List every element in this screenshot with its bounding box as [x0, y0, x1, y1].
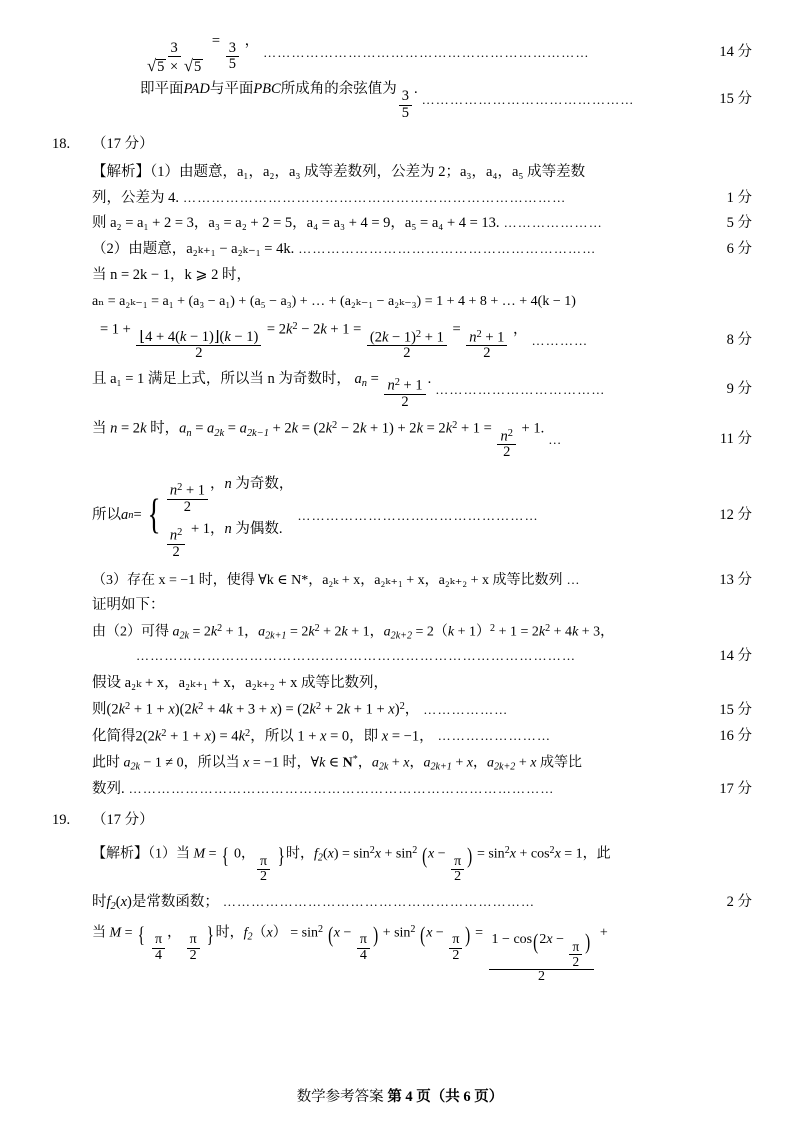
q18-solution-line-15 — [52, 726, 752, 748]
leader-dots-2: ……………………………………… — [421, 92, 635, 108]
leader-dots-9: …………………………………………… — [297, 507, 539, 523]
q18-5-text: aₙ = a₂ₖ₋₁ = a₁ + (a₃ − a₁) + (a₅ − a₃) + … + (a₂ₖ₋₁ − a₂ₖ₋₃) = 1 + 4 + 8 + … + 4(k − 1) — [92, 293, 576, 309]
q18-solution-line-1 — [52, 162, 752, 184]
page-content — [52, 30, 752, 984]
leader-dots-8: … — [548, 431, 563, 447]
q18-7-prefix: 且 a₁ = 1 满足上式，所以当 n 为奇数时， — [92, 370, 351, 387]
q18-solution-line-10 — [52, 570, 752, 592]
q18-13-text: 假设 a₂ₖ + x，a₂ₖ₊₁ + x，a₂ₖ₊₂ + x 成等比数列， — [92, 675, 389, 692]
q18-solution-line-16 — [52, 752, 752, 775]
q18-1-text: 【解析】（1）由题意，a₁，a₂，a₃ 成等差数列，公差为 2；a₃，a₄，a₅ 成等差数 — [92, 163, 586, 180]
q18-17-text: 数列. — [92, 780, 125, 797]
plane-pad: PAD — [183, 81, 210, 98]
q19-solution-line-3 — [52, 922, 752, 984]
leader-dots-7: ……………………………… — [435, 381, 606, 397]
q18-14-score: 15 分 — [719, 701, 752, 718]
q18-6-score: 8 分 — [726, 331, 752, 348]
q18-15-expression: 化简得$2(2k^2 + 1 + x) = 4k^2$，所以 1 + x = 0，即 x = −1， — [92, 727, 434, 745]
q18-1b-score: 1 分 — [726, 189, 752, 206]
leader-dots-15: …………………… — [437, 728, 552, 744]
q18-solution-line-3 — [52, 239, 752, 261]
q18-3-text: （2）由题意，a₂ₖ₊₁ − a₂ₖ₋₁ = 4k. — [92, 241, 295, 257]
footer-page: 第 4 页（共 6 页） — [387, 1089, 504, 1105]
case-even: $\frac{n^2}{2}$ + 1，n 为偶数. — [165, 516, 294, 561]
q18-11-text: 证明如下： — [92, 597, 165, 614]
question-18-number: 18. — [52, 136, 71, 152]
left-brace-2: { — [137, 922, 145, 947]
q18-7-text: 且 a₁ = 1 满足上式，所以当 n 为奇数时， $a_n$ = $\frac{n^2 + 1}{2}$ . — [92, 370, 432, 411]
score-2: 15 分 — [719, 91, 752, 108]
text-e: 所成角的余弦值为 — [280, 81, 397, 98]
math-expression-1: $\frac{3}{√5 \times √5}$ = $\frac{3}{5}$ ， — [147, 32, 260, 76]
q18-solution-line-1b — [52, 188, 752, 210]
leader-dots-10: … — [566, 571, 581, 587]
left-brace: { — [221, 844, 229, 869]
leader-dots-6: ………… — [531, 332, 589, 348]
q18-12-score: 14 分 — [719, 647, 752, 664]
q18-solution-line-13 — [52, 673, 752, 695]
q18-7-score: 9 分 — [726, 380, 752, 397]
page-footer — [0, 1085, 800, 1106]
right-paren-3: ) — [465, 922, 471, 947]
question-18-header — [52, 134, 752, 156]
leader-dots-4: ………………… — [503, 215, 603, 231]
q19-2-text: 时$f_2(x)$是常数函数； — [92, 894, 219, 913]
q18-solution-line-7 — [52, 368, 752, 412]
case-odd: $\frac{n^2 + 1}{2}$ ，n 为奇数， — [165, 471, 294, 516]
text-a: 即平面 — [140, 81, 184, 98]
q18-solution-line-2 — [52, 213, 752, 235]
q18-6-expression: = 1 + $\frac{⌊4 + 4(k - 1)⌋(k - 1)}{2}$ = $2k^2 - 2k + 1$ = $\frac{(2k - 1)^2 + 1}{2}$ = $\frac{n^2 + 1}{2}$ ， — [100, 321, 528, 362]
q18-solution-line-9 — [52, 470, 752, 562]
left-paren-2: ( — [327, 922, 333, 947]
leader-dots-19: ………………………………………………………… — [222, 894, 536, 910]
right-brace-2: } — [206, 922, 215, 947]
leader-dots-17: ……………………………………………………………………………… — [128, 780, 555, 796]
q18-solution-line-4 — [52, 265, 752, 287]
q18-17-score: 17 分 — [719, 780, 752, 797]
q18-14-expression: 则$(2k^2 + 1 + x)(2k^2 + 4k + 3 + x) = (2k^2 + 2k + 1 + x)^2$， — [92, 701, 420, 718]
left-paren-3: ( — [420, 922, 426, 947]
q18-solution-line-5 — [52, 291, 752, 312]
question-18-points: （17 分） — [92, 136, 154, 152]
q18-1b-text: 列，公差为 4. — [92, 189, 179, 206]
cases-list — [165, 471, 294, 560]
q18-12-expression: 由（2）可得 $a_{2k} = 2k^2 + 1$，$a_{2k+1} = 2k^2 + 2k + 1$，$a_{2k+2} = 2(k + 1)^2 + 1 = 2k^2 + 4k + 3$， — [92, 623, 615, 642]
q18-9-prefix: 所以 — [92, 506, 121, 523]
q18-16-expression: 此时 $a_{2k} - 1 \ne 0$，所以当 x = −1 时，∀k ∈ N*，$a_{2k} + x$，$a_{2k+1} + x$，$a_{2k+2} + x$ 成等比 — [92, 754, 582, 773]
q18-solution-line-6 — [52, 318, 752, 364]
q18-15-score: 16 分 — [719, 728, 752, 745]
right-brace: } — [277, 844, 285, 869]
leader-dots-14: ……………… — [423, 701, 509, 717]
leader-dots: …………………………………………………………… — [263, 45, 590, 61]
right-paren-2: ) — [373, 922, 379, 947]
question-19-header — [52, 810, 752, 832]
case-brace: { — [147, 491, 161, 538]
plane-pbc: PBC — [253, 81, 281, 98]
question-19-points: （17 分） — [92, 812, 154, 829]
q18-10-score: 13 分 — [719, 571, 752, 588]
right-paren: ) — [467, 844, 473, 869]
q18-9-cases: 所以 a n = { $\frac{n^2 + 1}{2}$ ，n 为奇数， $\frac{n^2}{2}$ + 1，n 为偶数. — [92, 471, 293, 560]
q18-3-score: 6 分 — [726, 241, 752, 257]
q18-solution-line-12b — [52, 646, 752, 668]
left-paren: ( — [421, 844, 427, 869]
q19-solution-line-1 — [52, 840, 752, 888]
leader-dots-5: ……………………………………………………… — [298, 241, 597, 256]
leader-dots-3: ……………………………………………………………………… — [183, 189, 567, 205]
q18-8-score: 11 分 — [719, 430, 752, 447]
q18-solution-line-12 — [52, 621, 752, 644]
q18-8-expression: 当 n = 2k 时，$a_n = a_{2k} = a_{2k-1} + 2k = (2k^2 - 2k + 1) + 2k = 2k^2 + 1$ = $\frac{n^2}{2}$ + 1. — [92, 420, 545, 461]
q19-2-score: 2 分 — [726, 894, 752, 911]
footer-label: 数学参考答案 — [296, 1089, 384, 1105]
q19-3-expression: 当 M = { $\frac{\pi}{4}$ ， $\frac{\pi}{2}$ } 时，$f_2(x) = \sin^2 (x$ − $\frac{\pi}{4}$ ) + $\sin^2 (x$ − $\frac{\pi}{2}$ ) = 1 − cos(2x − $\frac{\pi}{2}$ ) 2 + — [92, 922, 608, 984]
score-1: 14 分 — [719, 44, 752, 61]
question-19-number: 19. — [52, 812, 71, 829]
q18-10-text: （3）存在 x = −1 时，使得 ∀k ∈ N*，a₂ₖ + x，a₂ₖ₊₁ + x，a₂ₖ₊₂ + x 成等比数列 — [92, 572, 563, 588]
q19-solution-line-2 — [52, 892, 752, 915]
conclusion-text-2: 即平面PAD与平面PBC所成角的余弦值为 $\frac{3}{5}$ . — [140, 81, 418, 121]
q18-2-score: 5 分 — [726, 215, 752, 232]
q18-solution-line-17 — [52, 779, 752, 801]
math-line-2 — [52, 76, 752, 124]
q18-2-text: 则 a₂ = a₁ + 2 = 3，a₃ = a₂ + 2 = 5，a₄ = a₃ + 4 = 9，a₅ = a₄ + 4 = 13. — [92, 215, 500, 232]
math-line-1 — [52, 30, 752, 76]
leader-dots-12: ………………………………………………………………………………… — [136, 647, 577, 663]
q18-9-score: 12 分 — [719, 506, 752, 523]
q18-solution-line-8 — [52, 418, 752, 462]
q18-solution-line-14 — [52, 699, 752, 721]
text-c: 与平面 — [209, 81, 254, 98]
q18-solution-line-11 — [52, 595, 752, 617]
q19-1-expression: 【解析】（1）当 M = { 0， $\frac{\pi}{2}$ } 时，$f_2(x) = \sin^2x + \sin^2 (x$ − $\frac{\pi}{2}$ ) = $\sin^2x + \cos^2x = 1$，此 — [92, 844, 611, 885]
q18-4-text: 当 n = 2k − 1，k ⩾ 2 时， — [92, 266, 252, 283]
